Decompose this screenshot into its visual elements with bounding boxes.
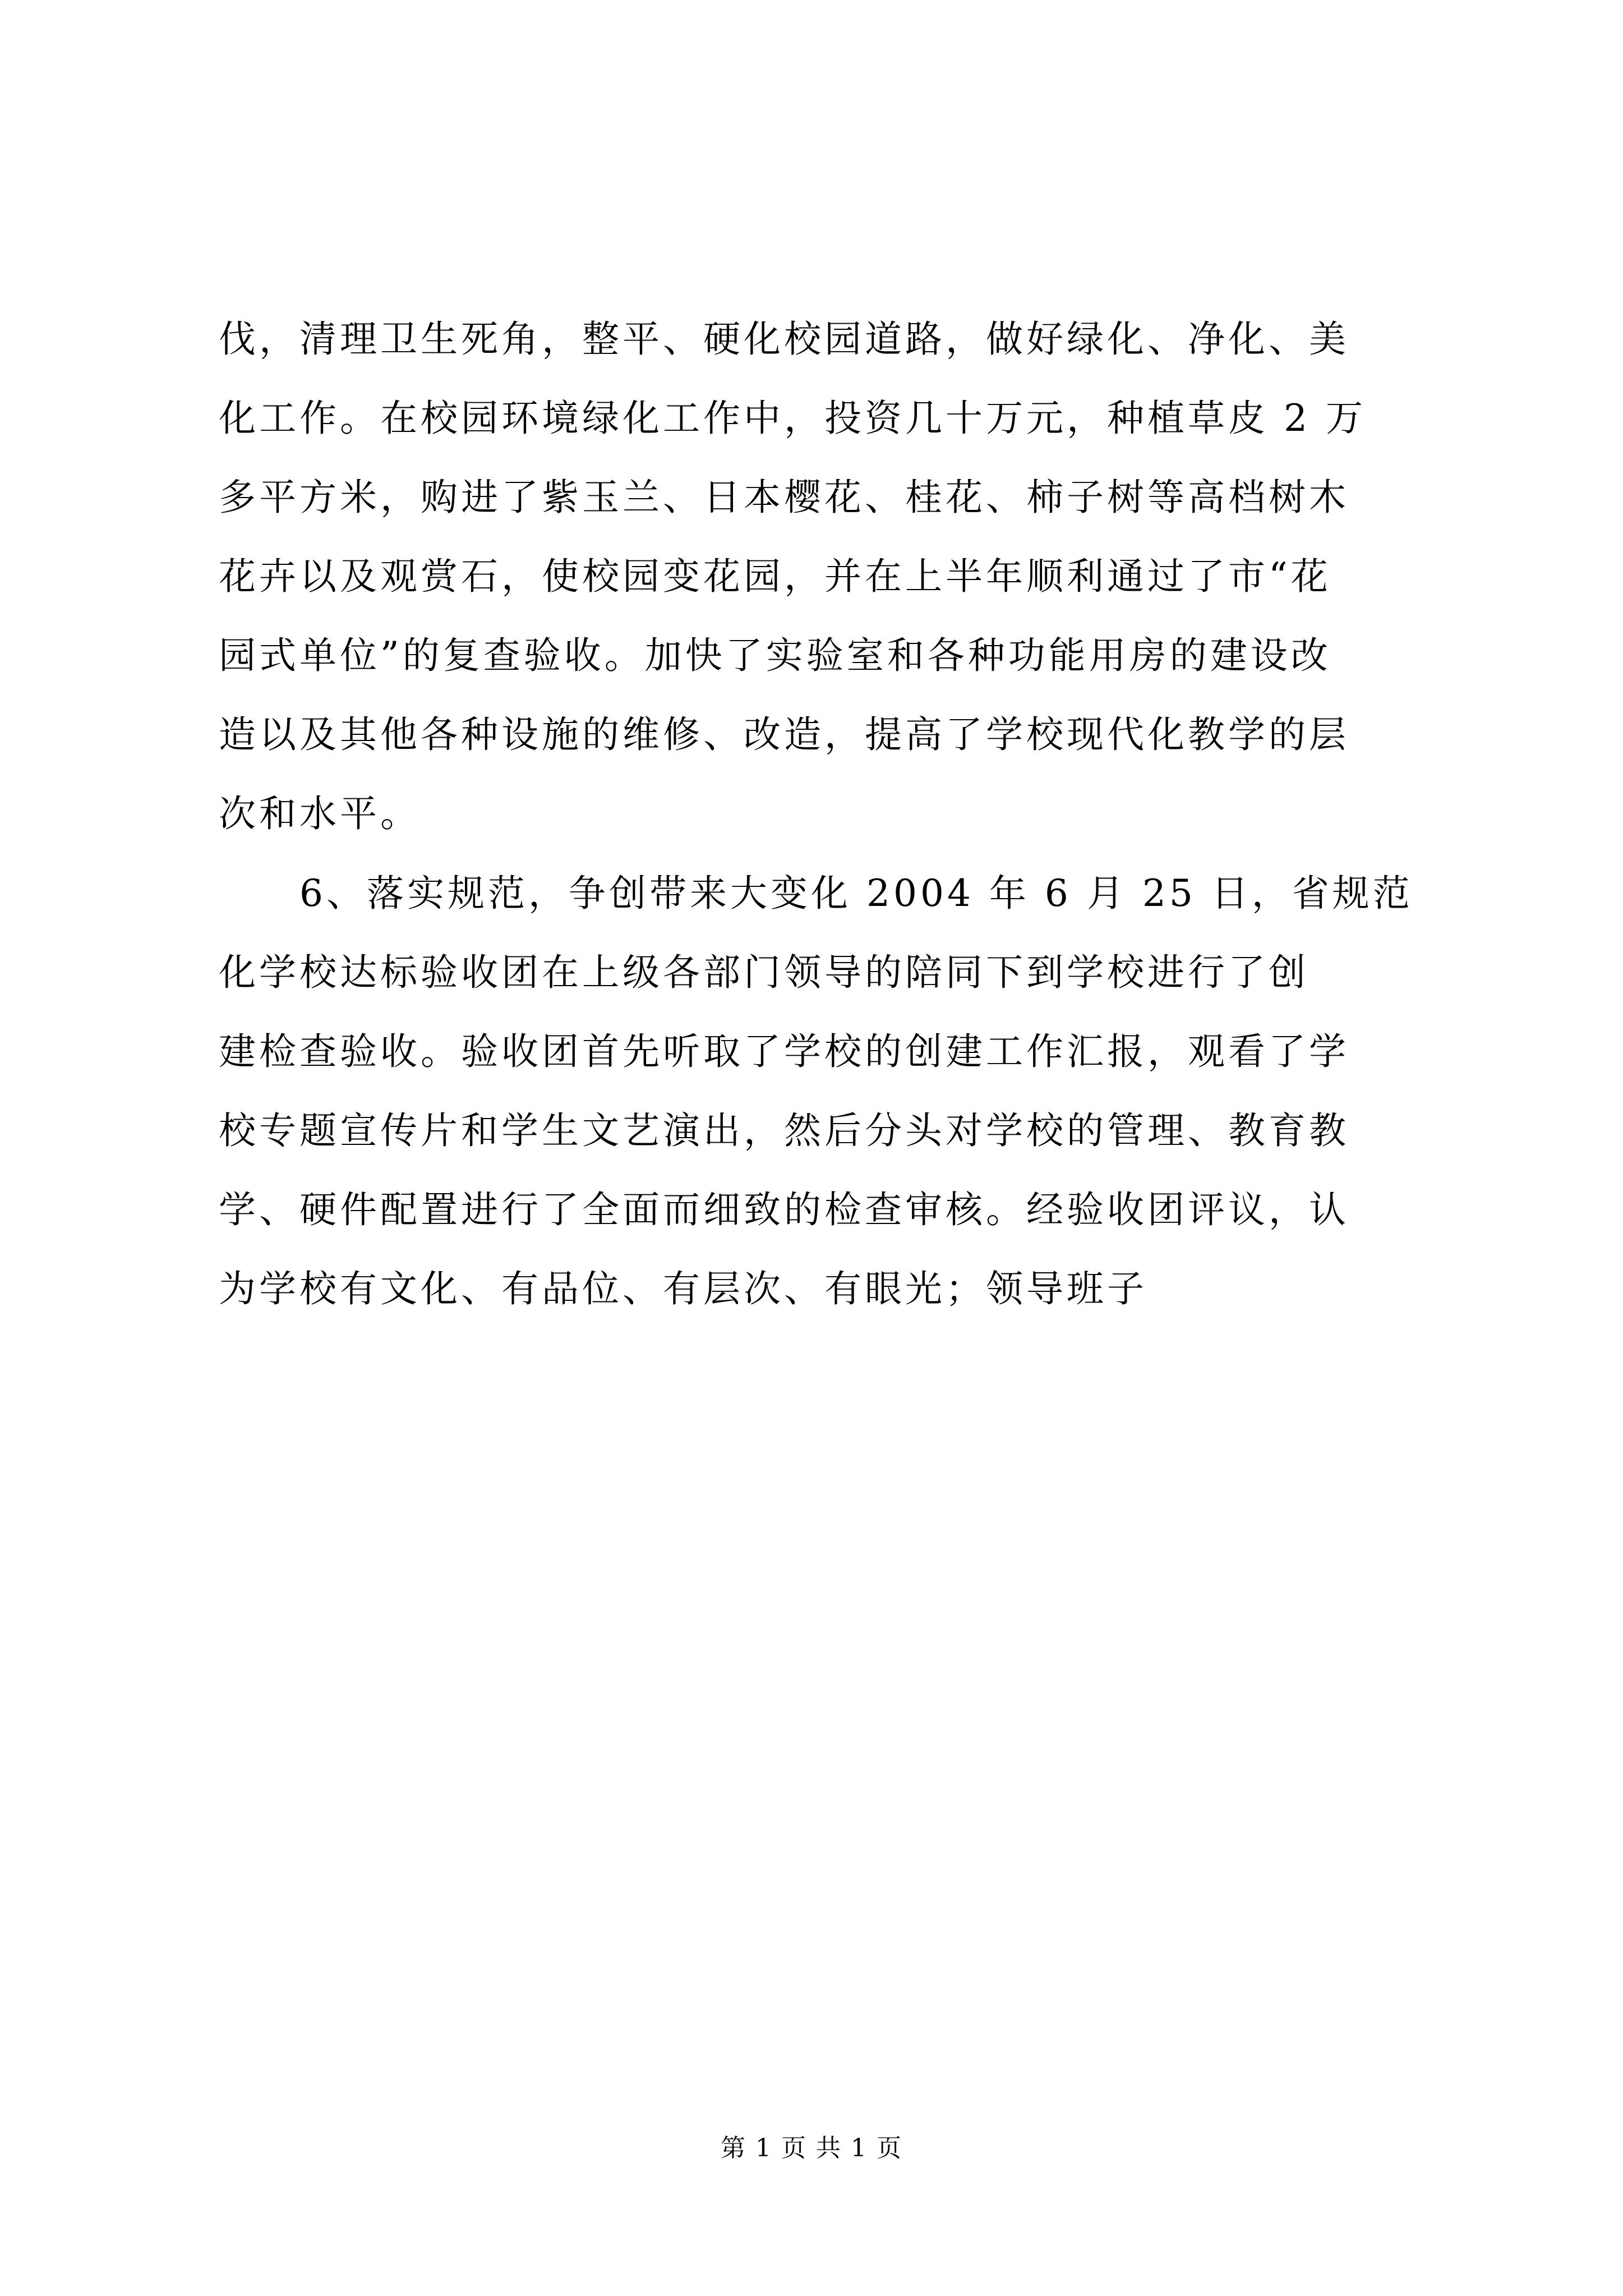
paragraph-line: 化工作。在校园环境绿化工作中，投资几十万元，种植草皮 2 万 bbox=[219, 397, 1366, 440]
paragraph-line: 建检查验收。验收团首先听取了学校的创建工作汇报，观看了学 bbox=[219, 1030, 1349, 1073]
paragraph-line: 园式单位”的复查验收。加快了实验室和各种功能用房的建设改 bbox=[219, 634, 1331, 677]
paragraph-line: 为学校有文化、有品位、有层次、有眼光；领导班子 bbox=[219, 1267, 1147, 1310]
paragraph-line: 造以及其他各种设施的维修、改造，提高了学校现代化教学的层 bbox=[219, 713, 1349, 756]
paragraph-line: 学、硬件配置进行了全面而细致的检查审核。经验收团评议，认 bbox=[219, 1188, 1349, 1231]
paragraph-line: 伐，清理卫生死角，整平、硬化校园道路，做好绿化、净化、美 bbox=[219, 318, 1349, 361]
paragraph-line: 6、落实规范，争创带来大变化 2004 年 6 月 25 日，省规范 bbox=[219, 872, 1413, 915]
paragraph-line: 校专题宣传片和学生文艺演出，然后分头对学校的管理、教育教 bbox=[219, 1109, 1349, 1152]
paragraph-line: 次和水平。 bbox=[219, 792, 421, 835]
paragraph-line: 化学校达标验收团在上级各部门领导的陪同下到学校进行了创 bbox=[219, 951, 1309, 994]
paragraph-line: 多平方米，购进了紫玉兰、日本樱花、桂花、柿子树等高档树木 bbox=[219, 476, 1349, 519]
page-footer: 第 1 页 共 1 页 bbox=[721, 2134, 902, 2162]
paragraph-line: 花卉以及观赏石，使校园变花园，并在上半年顺利通过了市“花 bbox=[219, 555, 1331, 598]
